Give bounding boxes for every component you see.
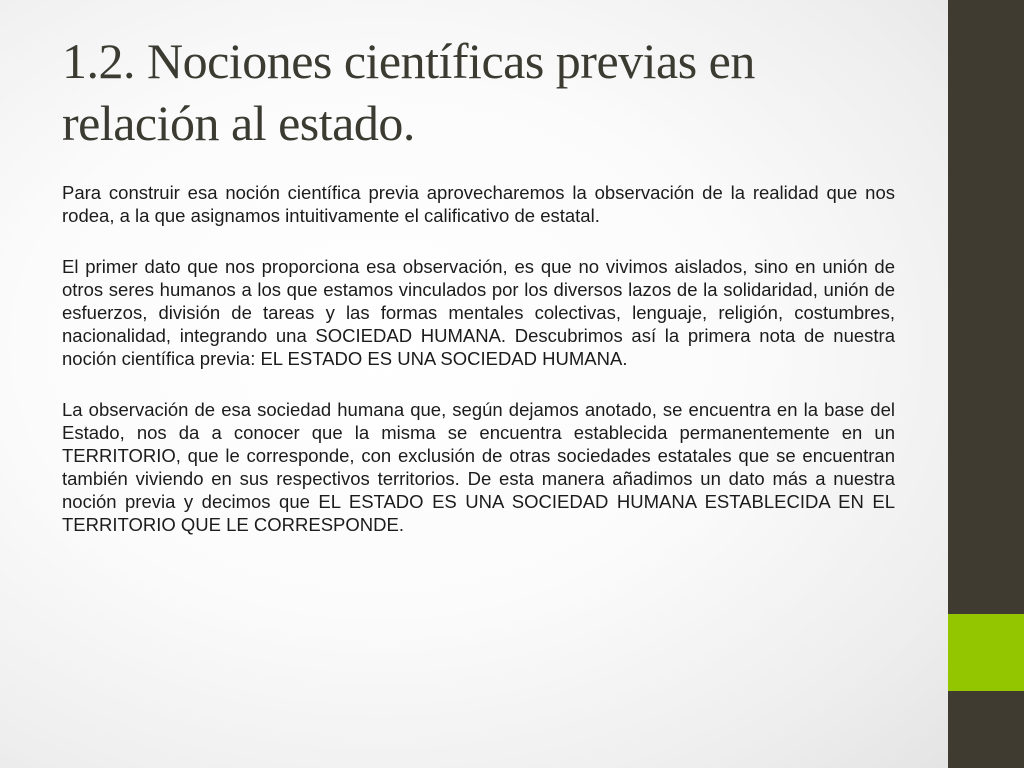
body-paragraph-1: Para construir esa noción científica previa aprovecharemos la observación de la realidad que nos rodea, a la que asignamos intuitivamente el calificativo de estatal. <box>62 182 895 226</box>
body-paragraph-3: La observación de esa sociedad humana que, según dejamos anotado, se encuentra en la base del Estado, nos da a conocer que la misma se encuentra establecida permanentemente en un TERRITORIO, que le corresponde, con exclusión de otras sociedades estatales que se encuentran también viviendo en sus respectivos territorios. De esta manera añadimos un dato más a nuestra noción previa y decimos que EL ESTADO ES UNA SOCIEDAD HUMANA ESTABLECIDA EN EL TERRITORIO QUE LE CORRESPONDE. <box>62 399 895 535</box>
slide-title: 1.2. Nociones científicas previas en relación al estado. <box>62 33 755 151</box>
sidebar-accent-block <box>948 614 1024 691</box>
decorative-sidebar <box>948 0 1024 768</box>
body-paragraph-2: El primer dato que nos proporciona esa observación, es que no vivimos aislados, sino en unión de otros seres humanos a los que estamos vinculados por los diversos lazos de la solidaridad, unión de esfuerzos, división de tareas y las formas mentales colectivas, lenguaje, religión, costumbres, nacionalidad, integrando una SOCIEDAD HUMANA. Descubrimos así la primera nota de nuestra noción científica previa: EL ESTADO ES UNA SOCIEDAD HUMANA. <box>62 256 895 369</box>
slide-body <box>62 181 895 564</box>
